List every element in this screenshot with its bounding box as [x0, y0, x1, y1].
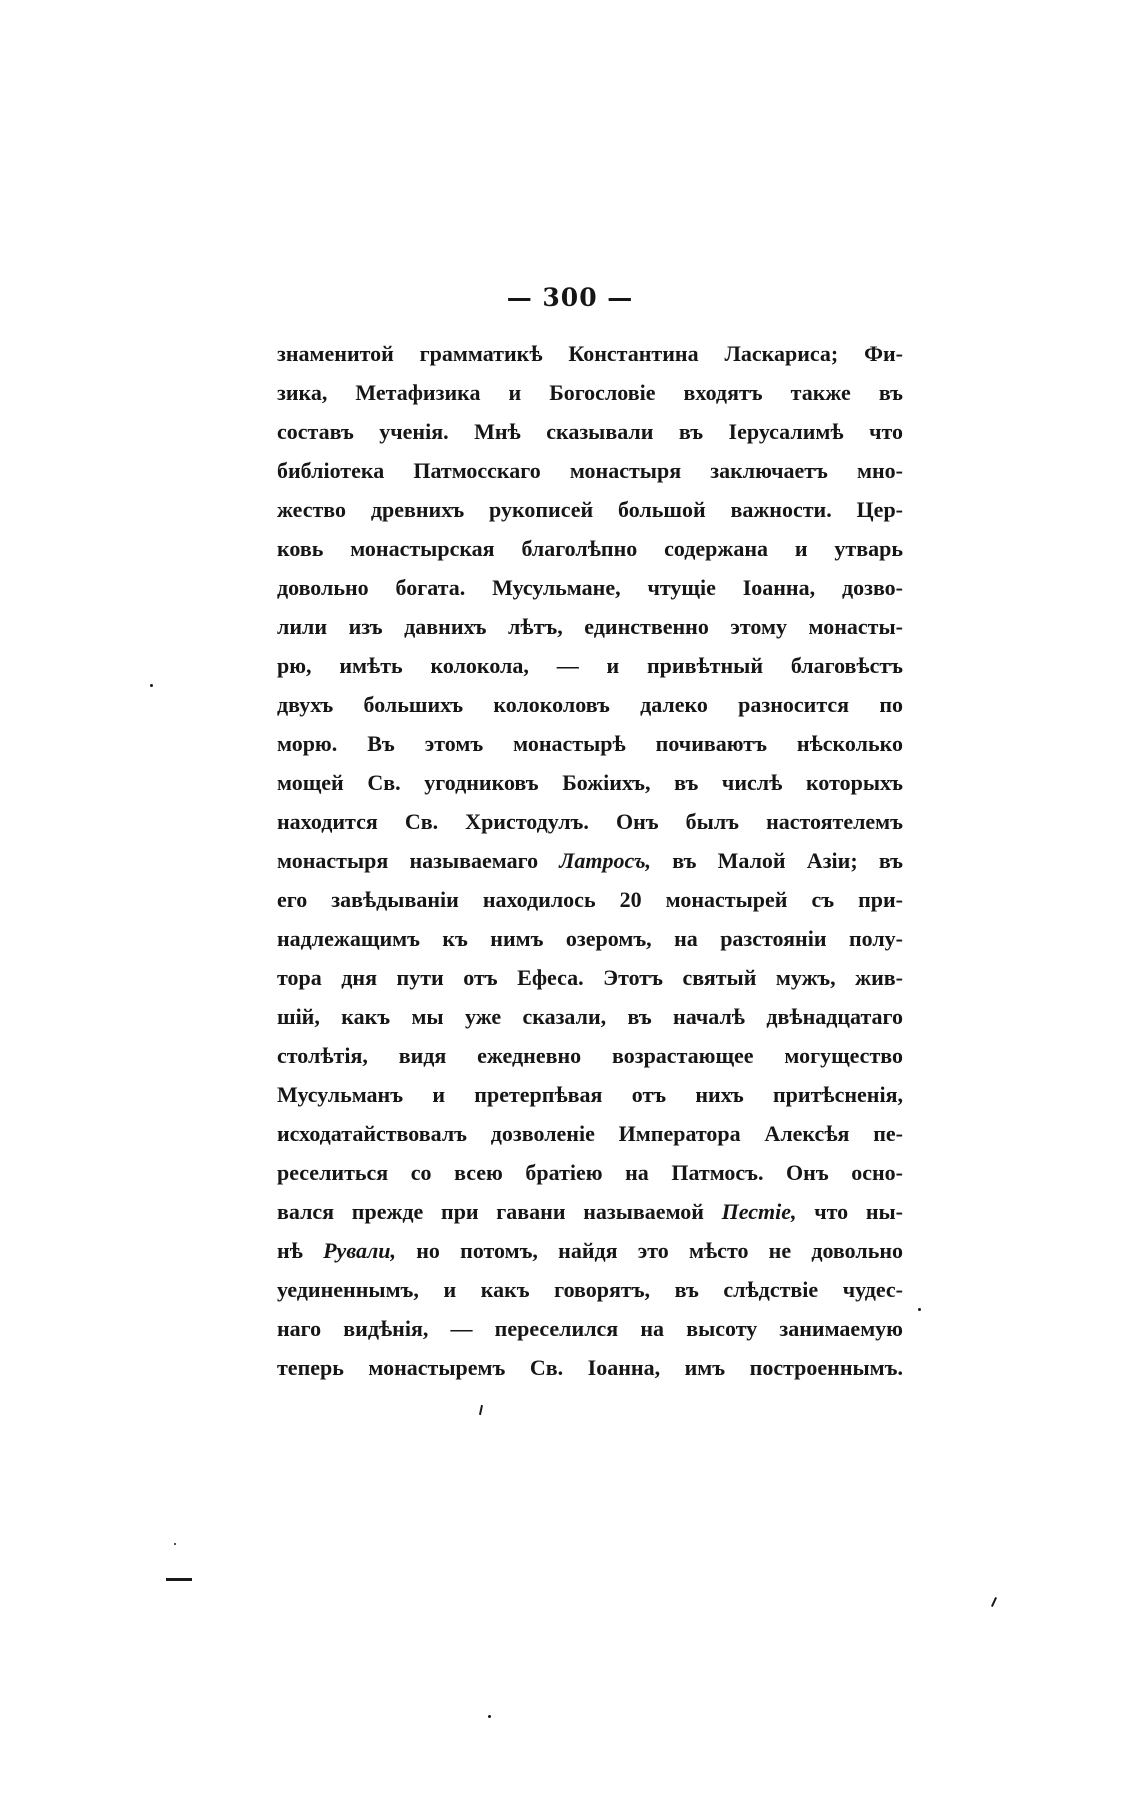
text-segment: въ Малой Азіи; въ: [672, 848, 903, 873]
text-line-7: довольно богата. Мусульмане, чтущіе Іоанна, дозво-: [277, 575, 903, 600]
body-text: [277, 334, 903, 1387]
text-line-24: [277, 1231, 903, 1270]
text-line-22: реселиться со всею братіею на Патмосъ. Онъ осно-: [277, 1160, 903, 1185]
text-line-16: надлежащимъ къ нимъ озеромъ, на разстояніи полу-: [277, 926, 903, 951]
italic-place-name: Латросъ,: [559, 848, 652, 873]
text-line-23: [277, 1192, 903, 1231]
text-line-2: зика, Метафизика и Богословіе входятъ также въ: [277, 380, 903, 405]
text-line-25: уединеннымъ, и какъ говорятъ, въ слѣдствіе чудес-: [277, 1277, 903, 1302]
margin-dash-mark: [166, 1578, 192, 1581]
text-line-1: знаменитой грамматикѣ Константина Ласкариса; Фи-: [277, 341, 903, 366]
speck-mark: [918, 1308, 921, 1311]
text-line-27: теперь монастыремъ Св. Іоанна, имъ построеннымъ.: [277, 1355, 903, 1380]
text-line-26: наго видѣнія, — переселился на высоту занимаемую: [277, 1316, 903, 1341]
text-line-15: его завѣдываніи находилось 20 монастырей съ при-: [277, 887, 903, 912]
text-line-19: столѣтія, видя ежедневно возрастающее могущество: [277, 1043, 903, 1068]
page-number: — 300 —: [506, 283, 634, 312]
text-line-21: исходатайствовалъ дозволеніе Императора Алексѣя пе-: [277, 1121, 903, 1146]
text-line-10: двухъ большихъ колоколовъ далеко разносится по: [277, 692, 903, 717]
text-segment: вался прежде при гавани называемой: [277, 1199, 704, 1224]
text-segment: нѣ: [277, 1238, 303, 1263]
text-line-20: Мусульманъ и претерпѣвая отъ нихъ притѣсненія,: [277, 1082, 903, 1107]
text-line-3: составъ ученія. Мнѣ сказывали въ Іерусалимѣ что: [277, 419, 903, 444]
text-line-18: шій, какъ мы уже сказали, въ началѣ двѣнадцатаго: [277, 1004, 903, 1029]
text-line-17: тора дня пути отъ Ефеса. Этотъ святый мужъ, жив-: [277, 965, 903, 990]
text-line-11: морю. Въ этомъ монастырѣ почиваютъ нѣсколько: [277, 731, 903, 756]
text-line-14: [277, 841, 903, 880]
stray-tick-mark: [991, 1597, 997, 1607]
text-segment: что ны-: [814, 1199, 903, 1224]
stray-tick-mark: [479, 1405, 483, 1415]
italic-place-name: Пестіе,: [721, 1199, 797, 1224]
text-segment: монастыря называемаго: [277, 848, 539, 873]
text-line-6: ковь монастырская благолѣпно содержана и утварь: [277, 536, 903, 561]
text-line-12: мощей Св. угодниковъ Божіихъ, въ числѣ которыхъ: [277, 770, 903, 795]
text-line-8: лили изъ давнихъ лѣтъ, единственно этому монасты-: [277, 614, 903, 639]
text-line-9: рю, имѣть колокола, — и привѣтный благовѣстъ: [277, 653, 903, 678]
speck-mark: [488, 1715, 491, 1718]
speck-mark: [150, 684, 153, 687]
text-line-13: находится Св. Христодулъ. Онъ былъ настоятелемъ: [277, 809, 903, 834]
speck-mark: [174, 1543, 176, 1545]
text-line-4: библіотека Патмосскаго монастыря заключаетъ мно-: [277, 458, 903, 483]
text-segment: но потомъ, найдя это мѣсто не довольно: [416, 1238, 903, 1263]
italic-place-name: Рували,: [323, 1238, 397, 1263]
text-line-5: жество древнихъ рукописей большой важности. Цер-: [277, 497, 903, 522]
